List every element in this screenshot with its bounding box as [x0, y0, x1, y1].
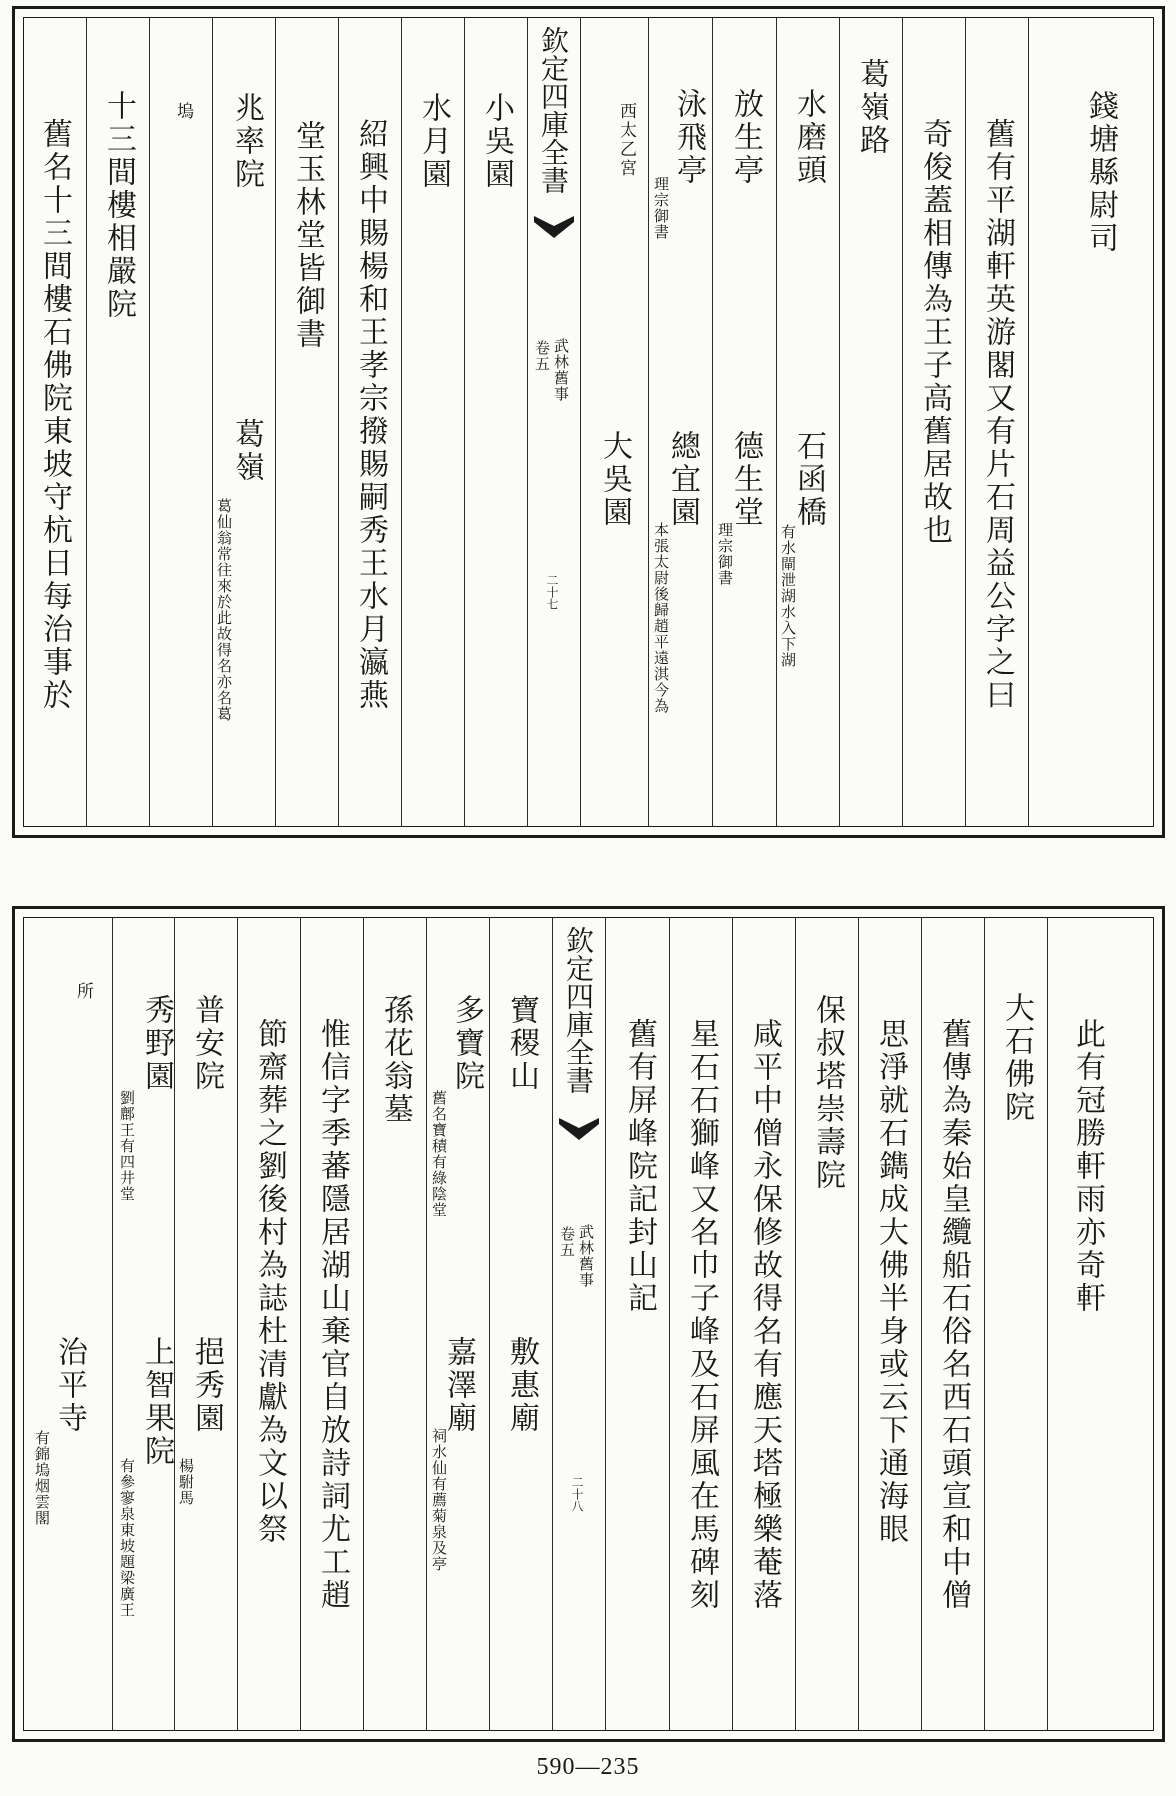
text-line: 小吳園: [479, 92, 514, 191]
column: [275, 18, 338, 826]
column: [338, 18, 401, 826]
text-line: 秀野園: [139, 994, 174, 1093]
work-title: 武林舊事: [577, 1224, 595, 1288]
column: [795, 918, 858, 1730]
column: [984, 918, 1047, 1730]
text-line: 普安院: [189, 994, 224, 1093]
text-line: 寶稷山: [504, 994, 539, 1093]
text-line: 挹秀園: [189, 1336, 224, 1435]
column: [149, 18, 212, 826]
column: [464, 18, 527, 826]
text-line: 敷惠廟: [504, 1336, 539, 1435]
folio-number: 二十七: [545, 574, 559, 610]
text-line: 石函橋: [791, 430, 826, 529]
text-line: 紹興中賜楊和王孝宗撥賜嗣秀王水月瀛燕: [353, 118, 388, 712]
text-line: 大石佛院: [999, 992, 1034, 1124]
column: [300, 918, 363, 1730]
column: [426, 918, 489, 1730]
text-line: 此有冠勝軒雨亦奇軒: [1070, 1018, 1105, 1315]
column: [839, 18, 902, 826]
annotation-note: 祠水仙有薦菊泉及亭: [430, 1428, 448, 1572]
book-title: 欽定四庫全書: [537, 26, 570, 194]
column: [363, 918, 426, 1730]
bottom-page: [12, 906, 1165, 1742]
text-line: 舊有屏峰院記封山記: [622, 1018, 657, 1315]
book-title: 欽定四庫全書: [562, 926, 595, 1094]
column: [1047, 918, 1153, 1730]
text-line: 治平寺: [52, 1336, 87, 1435]
folio-number: 二十八: [570, 1476, 584, 1512]
text-line: 水月園: [416, 92, 451, 191]
column: [712, 18, 776, 826]
volume-label: 卷五: [533, 340, 551, 372]
column: [112, 918, 174, 1730]
text-line: 所: [73, 982, 93, 1001]
column: [921, 918, 984, 1730]
text-line: 思淨就石鐫成大佛半身或云下通海眼: [873, 1018, 908, 1546]
text-line: 咸平中僧永保修故得名有應天塔極樂菴落: [747, 1018, 782, 1612]
text-line: 德生堂: [728, 430, 763, 529]
column: [858, 918, 921, 1730]
text-line: 葛嶺路: [854, 58, 889, 157]
annotation-note: 有水閘泄湖水入下湖: [779, 524, 797, 668]
column: [24, 18, 86, 826]
annotation-note: 劉鄜王有四井堂: [118, 1090, 136, 1202]
text-line: 十三間樓相嚴院: [101, 90, 136, 321]
column: [581, 18, 648, 826]
center-fold: [527, 18, 581, 826]
text-line: 西太乙宮: [616, 102, 636, 178]
column: [24, 918, 112, 1730]
text-line: 水磨頭: [791, 88, 826, 187]
column: [669, 918, 732, 1730]
column: [902, 18, 965, 826]
column: [648, 18, 712, 826]
bottom-page-grid: [23, 917, 1154, 1731]
text-line: 葛嶺: [229, 418, 264, 484]
column: [965, 18, 1028, 826]
text-line: 保叔塔崇壽院: [810, 994, 845, 1192]
text-line: 泳飛亭: [671, 88, 706, 187]
text-line: 錢塘縣尉司: [1083, 90, 1118, 255]
annotation-note: 楊駙馬: [177, 1458, 195, 1506]
column: [237, 918, 300, 1730]
fish-tail-mark-icon: [534, 214, 574, 240]
text-line: 惟信字季蕃隱居湖山棄官自放詩詞尤工趙: [315, 1018, 350, 1612]
text-line: 放生亭: [728, 88, 763, 187]
column: [732, 918, 795, 1730]
column: [212, 18, 275, 826]
text-line: 兆率院: [229, 92, 264, 191]
volume-label: 卷五: [558, 1226, 576, 1258]
top-page: [12, 6, 1165, 838]
center-fold: [552, 918, 606, 1730]
text-line: 奇俊蓋相傳為王子高舊居故也: [917, 118, 952, 547]
text-line: 星石石獅峰又名巾子峰及石屏風在馬碑刻: [684, 1018, 719, 1612]
column: [776, 18, 839, 826]
text-line: 舊名十三間樓石佛院東坡守杭日每治事於: [37, 118, 72, 712]
top-page-grid: [23, 17, 1154, 827]
column: [174, 918, 237, 1730]
annotation-note: 舊名寶積有綠陰堂: [430, 1090, 448, 1218]
annotation-note: 有錦塢烟雲閣: [33, 1430, 51, 1526]
text-line: 多寶院: [449, 994, 484, 1093]
text-line: 大吳園: [597, 430, 632, 529]
column: [401, 18, 464, 826]
text-line: 嘉澤廟: [441, 1336, 476, 1435]
annotation-note: 本張太尉後歸趙平遠淇今為: [652, 522, 670, 714]
column: [606, 918, 669, 1730]
annotation-note: 理宗御書: [716, 522, 734, 586]
text-line: 孫花翁墓: [378, 994, 413, 1126]
annotation-note: 有參寥泉東坡題梁廣王: [118, 1458, 136, 1618]
text-line: 上智果院: [139, 1336, 174, 1468]
annotation-note: 理宗御書: [652, 176, 670, 240]
text-line: 總宜園: [665, 430, 700, 529]
work-title: 武林舊事: [552, 338, 570, 402]
text-line: 舊有平湖軒英游閣又有片石周益公字之曰: [980, 118, 1015, 712]
page-number: 590—235: [536, 1754, 640, 1780]
column: [1028, 18, 1153, 826]
fish-tail-mark-icon: [559, 1116, 599, 1142]
column: [86, 18, 149, 826]
text-line: 塢: [173, 102, 193, 121]
column: [489, 918, 552, 1730]
text-line: 節齋葬之劉後村為誌杜清獻為文以祭: [252, 1018, 287, 1546]
annotation-note: 葛仙翁常往來於此故得名亦名葛: [215, 498, 233, 722]
text-line: 堂玉林堂皆御書: [290, 120, 325, 351]
text-line: 舊傳為秦始皇纜船石俗名西石頭宣和中僧: [936, 1018, 971, 1612]
